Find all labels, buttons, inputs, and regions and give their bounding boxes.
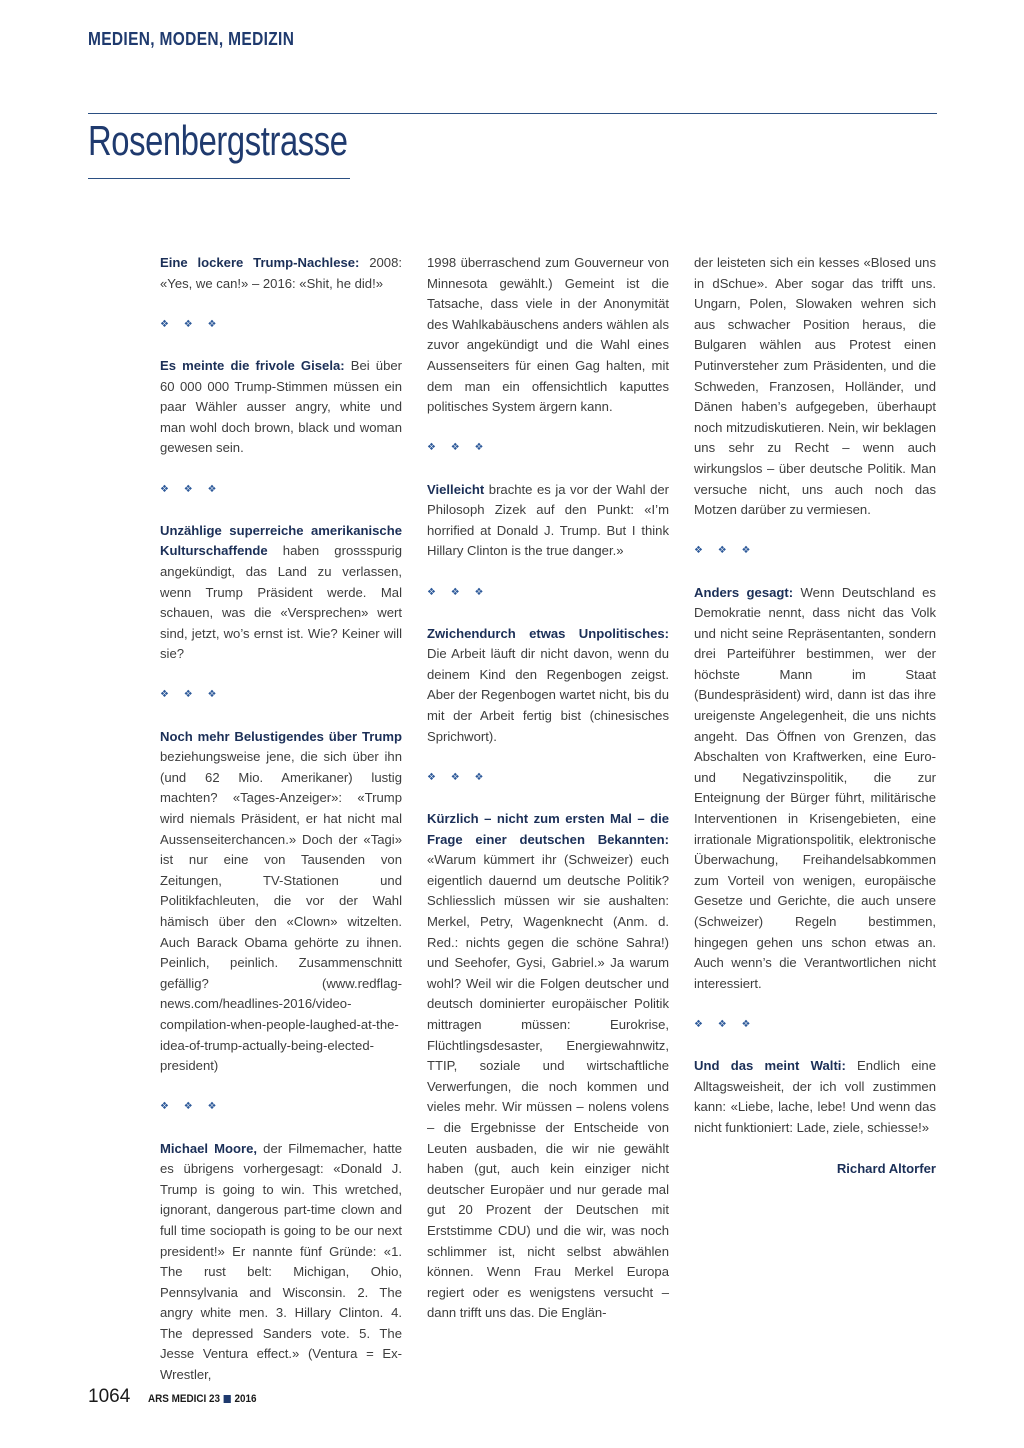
paragraph [160, 1139, 402, 1386]
separator-ornament: ❖ ❖ ❖ [160, 318, 223, 330]
separator-ornament: ❖ ❖ ❖ [694, 545, 757, 557]
paragraph-text: haben grossspurig angekündigt, das Land zu verlassen, wenn Trump Präsident werde. Mal schauen, was die «Versprechen» wert sind, jetzt, wo’s ernst ist. Wie? Keiner will sie? [160, 543, 402, 662]
paragraph [427, 253, 669, 418]
paragraph-lead: Unzählige superreiche amerikanische Kulturschaffende [160, 522, 402, 559]
separator-ornament: ❖ ❖ ❖ [427, 442, 490, 454]
paragraph-text: Wenn Deutschland es Demokratie nennt, dass nicht das Volk und nicht seine Repräsentanten, sondern drei Parteiführer bestimmen, wer der höchste Mann im Staat (Bundespräsident) wird, dann ist das ihre ureigenste Angelegenheit, die uns nichts angeht. Das Öffnen von Grenzen, das Abschalten von Kraftwerken, eine Euro- und Negativzinspolitik, die zur Enteignung der Bürger führt, militärische Interventionen in Krisengebieten, eine irrationale Migrationspolitik, elektronische Überwachung, Freihandelsabkommen zum Vorteil von wenigen, europäische Gesetze und Gerichte, die auch unsere (Schweizer) Regeln bestimmen, hingegen gehen uns schon etwas an. Auch wenn’s die Verantwortlichen nicht interessiert. [694, 584, 936, 991]
header-rule [88, 113, 937, 114]
paragraph-lead: Vielleicht [427, 481, 485, 497]
paragraph [160, 253, 402, 294]
paragraph [694, 253, 936, 521]
paragraph [427, 480, 669, 562]
paragraph-text: brachte es ja vor der Wahl der Philosoph Zizek auf den Punkt: «I’m horrified at Donald J. Trump. But I think Hillary Clinton is the true danger.» [427, 481, 669, 559]
paragraph [160, 521, 402, 665]
title-underline [88, 178, 350, 179]
journal-name: ARS MEDICI 23 [148, 1393, 221, 1405]
separator-ornament: ❖ ❖ ❖ [694, 1018, 757, 1030]
section-label: MEDIEN, MODEN, MEDIZIN [88, 29, 295, 49]
paragraph-text: Endlich eine Alltagsweisheit, der ich voll zustimmen kann: «Liebe, lache, lebe! Und wenn das nicht funktioniert: Lade, ziele, schiesse!» [694, 1058, 936, 1135]
paragraph-text: der Filmemacher, hatte es übrigens vorhergesagt: «Donald J. Trump is going to win. This wretched, ignorant, dangerous part-time clown and full time sociopath is going to be our next president!» Er nannte fünf Gründe: «1. The rust belt: Michigan, Ohio, Pennsylvania and Wisconsin. 2. The angry white men. 3. Hillary Clinton. 4. The depressed Sanders vote. 5. The Jesse Ventura effect.» (Ventura = Ex-Wrestler, [160, 1140, 402, 1383]
separator-ornament: ❖ ❖ ❖ [160, 689, 223, 701]
separator-ornament: ❖ ❖ ❖ [427, 771, 490, 783]
text-column-3 [694, 253, 936, 1200]
paragraph-text: beziehungsweise jene, die sich über ihn (und 62 Mio. Amerikaner) lustig machten? «Tages-Anzeiger»: «Trump wird niemals Präsident, er hat nicht mal Aussenseiterchancen.» Doch der «Tagi» ist nur eine von Tausenden von Zeitungen, TV-Stationen und Politikfachleuten, die vor der Wahl hämisch über den «Clown» witzelten. Auch Barack Obama gehörte zu ihnen. Peinlich, peinlich. Zusammenschnitt gefällig? (www.redflag-news.com/headlines-2016/video-compilation-when-people-laughed-at-the-idea-of-trump-actually-being-elected-president) [160, 749, 402, 1074]
page-title: Rosenbergstrasse [88, 117, 348, 164]
paragraph-lead: Anders gesagt: [694, 584, 794, 600]
separator-ornament: ❖ ❖ ❖ [427, 586, 490, 598]
paragraph [694, 583, 936, 995]
paragraph-text: Die Arbeit läuft dir nicht davon, wenn du deinem Kind den Regenbogen zeigst. Aber der Regenbogen wartet nicht, bis du mit der Arbeit fertig bist (chinesisches Sprichwort). [427, 646, 669, 744]
paragraph-lead: Zwichendurch etwas Unpolitisches: [427, 625, 669, 641]
journal-year: 2016 [234, 1393, 257, 1405]
paragraph-lead: Michael Moore, [160, 1140, 258, 1156]
paragraph-text: der leisteten sich ein kesses «Blosed uns in dSchue». Aber sogar das trifft uns. Ungarn, Polen, Slowaken wehren sich aus schwacher Position heraus, die Bulgaren wählen aus Protest einen Putinversteher zum Präsidenten, und die Schweden, Franzosen, Holländer, und Dänen haben’s aufgegeben, überhaupt noch mitzudiskutieren. Nein, wir beklagen uns sehr zu Recht – wenn auch wirkungslos – über deutsche Politik. Man versuche nicht, uns auch noch das Motzen darüber zu vermiesen. [694, 255, 936, 518]
page-number: 1064 [88, 1386, 131, 1407]
paragraph [160, 356, 402, 459]
separator-ornament: ❖ ❖ ❖ [160, 1101, 223, 1113]
page-footer [88, 1386, 269, 1408]
paragraph [427, 624, 669, 748]
paragraph-lead: Und das meint Walti: [694, 1058, 846, 1074]
paragraph-text: Bei über 60 000 000 Trump-Stimmen müssen ein paar Wähler ausser angry, white und man wohl doch brown, black und woman gewesen sein. [160, 357, 402, 456]
paragraph [427, 809, 669, 1324]
paragraph-lead: Noch mehr Belustigendes über Trump [160, 728, 402, 744]
journal-reference [148, 1393, 257, 1405]
paragraph-lead: Eine lockere Trump-Nachlese: [160, 255, 360, 270]
paragraph [694, 1056, 936, 1138]
square-bullet-icon [224, 1395, 231, 1403]
paragraph-text: «Warum kümmert ihr (Schweizer) euch eigentlich dauernd um deutsche Politik? Schliesslich müssen wir sie aushalten: Merkel, Petry, Wagenknecht (Anm. d. Red.: nichts gegen die schöne Sahra!) und Seehofer, Gysi, Gabriel.» Ja warum wohl? Weil wir die Folgen deutscher und deutsch dominierter europäischer Politik mittragen müssen: Eurokrise, Flüchtlingsdesaster, Energiewahnwitz, TTIP, soziale und wirtschaftliche Verwerfungen, die noch kommen und vieles mehr. Wir müssen – nolens volens – die Ergebnisse der Entscheide von Leuten ausbaden, die wir nie gewählt haben (gut, auch kein einziger nicht deutscher Europäer und nur gerade mal gut 20 Prozent der Deutschen mit Erststimme CDU) und die wir, was noch schlimmer ist, nicht selbst abwählen können. Wenn Frau Merkel Europa regiert oder es wenigstens versucht – dann trifft uns das. Die Englän- [427, 852, 669, 1321]
text-column-2 [427, 253, 669, 1344]
paragraph [160, 727, 402, 1077]
paragraph-lead: Kürzlich – nicht zum ersten Mal – die Frage einer deutschen Bekannten: [427, 811, 669, 847]
paragraph-text: 1998 überraschend zum Gouverneur von Minnesota gewählt.) Gemeint ist die Tatsache, dass viele in der Anonymität des Wahlkabäuschens anders wählen als zuvor angekündigt und die Wahl eines Aussenseiters für einen Gag halten, mit dem man ein offensichtlich kaputtes politisches System ärgern kann. [427, 255, 669, 415]
paragraph-text: 2008: «Yes, we can!» – 2016: «Shit, he did!» [160, 255, 402, 291]
paragraph-lead: Es meinte die frivole Gisela: [160, 357, 345, 373]
text-column-1 [160, 253, 402, 1406]
separator-ornament: ❖ ❖ ❖ [160, 483, 223, 495]
author-signature: Richard Altorfer [836, 1161, 936, 1177]
